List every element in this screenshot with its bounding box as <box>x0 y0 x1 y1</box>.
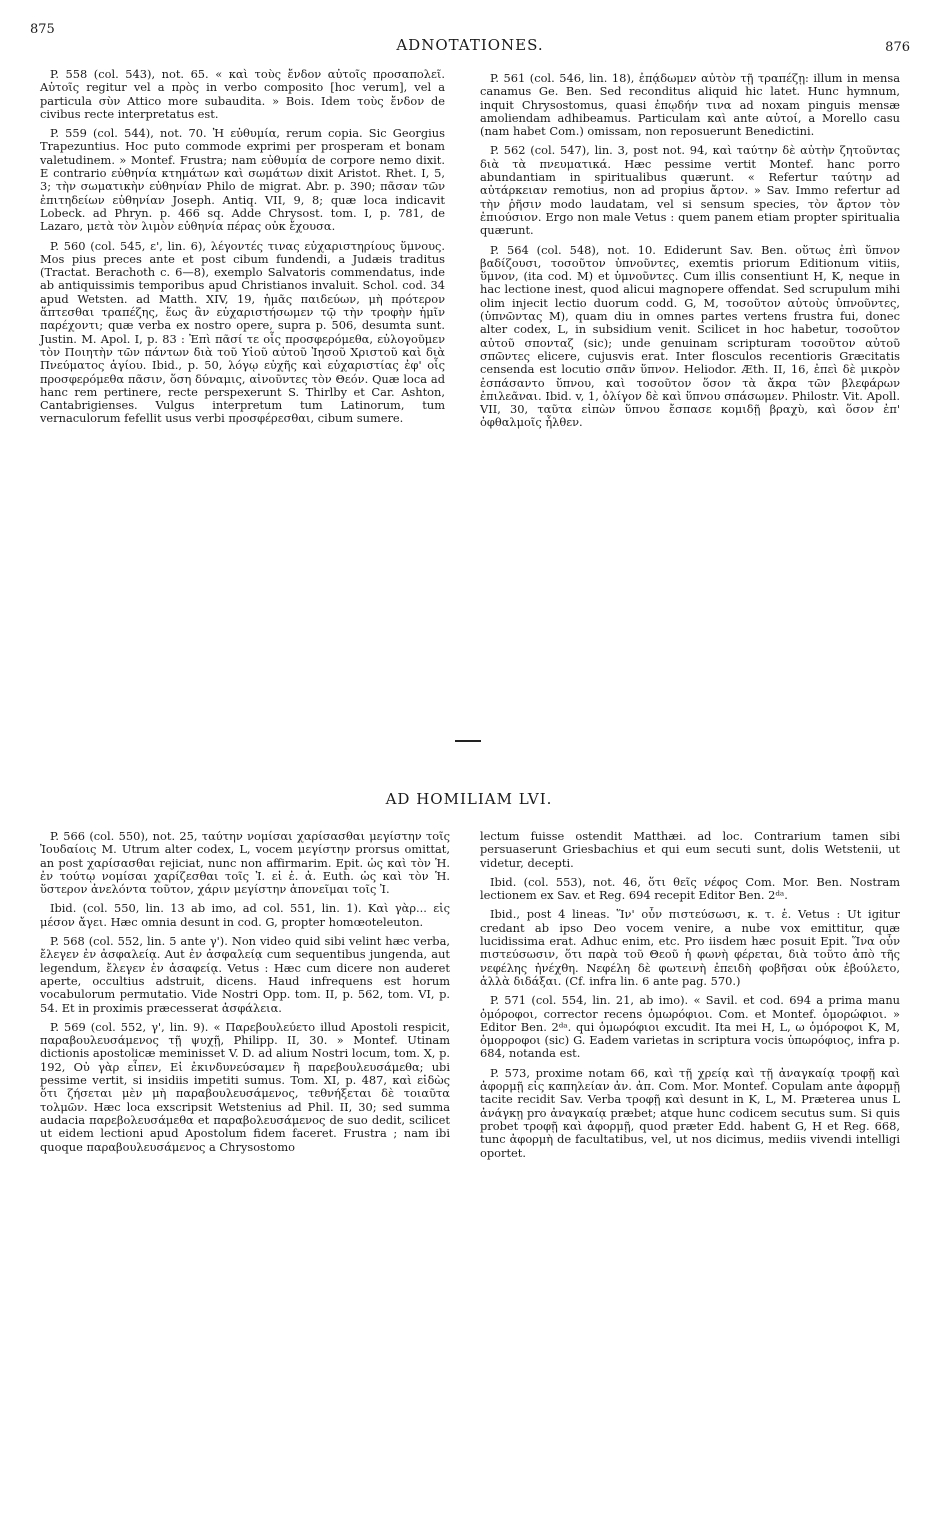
right-page-number: 876 <box>885 40 910 55</box>
annotation-paragraph: P. 573, proxime notam 66, καὶ τῇ χρείᾳ καὶ τῇ ἀναγκαίᾳ τροφῇ καὶ ἀφορμῇ εἰς καπηλείαν ἀν. ἀπ. Com. Mor. Montef. Copulam ante ἀφορμῇ tacite recidit Sav. Verba τροφῇ καὶ desunt in K, L, M. Præterea unus L ἀνάγκῃ pro ἀναγκαίᾳ præbet; atque hunc codicem secutus sum. Si quis probet τροφῇ καὶ ἀφορμῇ, quod præter Edd. habent G, H et Reg. 668, tunc ἀφορμὴ de facultatibus, vel, ut nos dicimus, mediis vivendi intelligi oportet. <box>480 1065 900 1160</box>
annotation-paragraph: Ibid. (col. 553), not. 46, ὅτι θεῖς νέφος Com. Mor. Ben. Nostram lectionem ex Sav. et Reg. 694 recepit Editor Ben. 2ᵈᵃ. <box>480 874 900 903</box>
annotation-paragraph: lectum fuisse ostendit Matthæi. ad loc. Contrarium tamen sibi persuaserunt Griesbachius et qui eum secuti sunt, dolis Wetstenii, ut videtur, decepti. <box>480 829 900 870</box>
bottom-right-column <box>480 830 900 1166</box>
annotation-paragraph: P. 558 (col. 543), not. 65. « καὶ τοὺς ἔνδον αὐτοῖς προσαπολεῖ. Αὐτοῖς regitur vel a πρὸς in verbo composito [hoc verum], vel a particula σὺν Attico more subaudita. » Bois. Idem τοὺς ἔνδον de civibus recte interpretatus est. <box>40 67 445 121</box>
annotation-paragraph: Ibid. (col. 550, lin. 13 ab imo, ad col. 551, lin. 1). Καὶ γὰρ... εἰς μέσον ἄγει. Hæc omnia desunt in cod. G, propter homœoteleuton. <box>40 901 450 929</box>
annotation-paragraph: P. 562 (col. 547), lin. 3, post not. 94, καὶ ταύτην δὲ αὐτὴν ζητοῦντας διὰ τὰ πνευματικά. Hæc pessime vertit Montef. hanc porro abundantiam in spiritualibus quærunt. « Refertur ταύτην ad αὐτάρκειαν remotius, non ad propius ἄρτον. » Sav. Immo refertur ad τὴν ῥῆσιν modo laudatam, vel si sensum species, τὸν ἄρτον τὸν ἐπιούσιον. Ergo non male Vetus : quem panem etiam propter spiritualia quærunt. <box>480 143 900 238</box>
page-header <box>30 22 910 55</box>
annotation-paragraph: P. 569 (col. 552, γ', lin. 9). « Παρεβουλεύετο illud Apostoli respicit, παραβουλευσάμενος τῇ ψυχῇ, Philipp. II, 30. » Montef. Utinam dictionis apostolicæ meminisset V. D. ad alium Nostri locum, tom. X, p. 192, Οὐ γὰρ εἶπεν, Εἰ ἐκινδυνεύσαμεν ἢ παρεβουλευσάμεθα; ubi pessime vertit, si insidiis impetiti sumus. Tom. XI, p. 487, καὶ εἰδὼς ὅτι ζήσεται μὲν μὴ παραβουλευσάμενος, τεθνήξεται δὲ τοιαῦτα τολμῶν. Hæc loca exscripsit Wetstenius ad Phil. II, 30; sed summa audacia παρεβολευσάμεθα et παραβολευσάμενος de suo dedit, scilicet ut eidem lectioni apud Apostolum fidem faceret. Frustra ; nam ibi quoque παραβουλευσάμενος a Chrysostomo <box>40 1019 450 1154</box>
annotation-paragraph: P. 559 (col. 544), not. 70. Ἡ εὐθυμία, rerum copia. Sic Georgius Trapezuntius. Hoc puto commode exprimi per prosperam et bonam valetudinem. » Montef. Frustra; nam εὐθυμία de corpore nemo dixit. E contrario εὐθηνία κτημάτων καὶ σωμάτων dixit Aristot. Rhet. I, 5, 3; τὴν σωματικὴν εὐθηνίαν Philo de migrat. Abr. p. 390; πᾶσαν τῶν ἐπιτηδείων εὐθηνίαν Joseph. Antiq. VII, 9, 8; quæ loca indicavit Lobeck. ad Phryn. p. 466 sq. Adde Chrysost. tom. I, p. 781, de Lazaro, μετὰ τὸν λιμὸν εὐθηνία πέρας οὐκ ἔχουσα. <box>40 126 445 234</box>
annotation-paragraph: P. 561 (col. 546, lin. 18), ἐπᾴδωμεν αὐτὸν τῇ τραπέζῃ: illum in mensa canamus Ge. Ben. Sed reconditus aliquid hic latet. Hunc hymnum, inquit Chrysostomus, quasi ἐπῳδήν τινα ad noxam pinguis mensæ amoliendam adhibeamus. Particulam καὶ ante αὐτοί, a Morello casu (nam habet Com.) omissam, non reposuerunt Benedictini. <box>480 71 900 139</box>
top-left-column <box>40 68 445 432</box>
section-divider <box>455 740 481 742</box>
section-title: AD HOMILIAM LVI. <box>385 790 553 808</box>
annotation-paragraph: P. 560 (col. 545, ε', lin. 6), λέγοντές τινας εὐχαριστηρίους ὕμνους. Mos pius preces ante et post cibum fundendi, a Judæis traditus (Tractat. Berachoth c. 6—8), exemplo Salvatoris commendatus, inde ab antiquissimis temporibus apud Christianos invaluit. Schol. cod. 34 apud Wetsten. ad Matth. XIV, 19, ἡμᾶς παιδεύων, μὴ πρότερον ἅπτεσθαι τραπέζης, ἕως ἂν εὐχαριστήσωμεν τῷ τὴν τροφὴν ἡμῖν παρέχοντι; quæ verba ex nostro opere, supra p. 506, desumta sunt. Justin. M. Apol. I, p. 83 : Ἐπὶ πᾶσί τε οἷς προσφερόμεθα, εὐλογοῦμεν τὸν Ποιητὴν τῶν πάντων διὰ τοῦ Υἱοῦ αὐτοῦ Ἰησοῦ Χριστοῦ καὶ διὰ Πνεύματος ἁγίου. Ibid., p. 50, λόγῳ εὐχῆς καὶ εὐχαριστίας ἐφ' οἷς προσφερόμεθα πᾶσιν, ὅση δύναμις, αἰνοῦντες τὸν Θεόν. Quæ loca ad hanc rem pertinere, recte perspexerunt S. Thirlby et Car. Ashton, Cantabrigienses. Vulgus interpretum tum Latinorum, tum vernaculorum fefellit usus verbi προσφέρεσθαι, cibum sumere. <box>40 238 445 426</box>
left-page-number: 875 <box>30 22 55 37</box>
annotation-paragraph: P. 564 (col. 548), not. 10. Ediderunt Sav. Ben. οὕτως ἐπὶ ὕπνον βαδίζουσι, τοσοῦτον ὑπνοῦντες, exemtis priorum Editionum vitiis, ὕμνον, (ita cod. M) et ὑμνοῦντες. Cum illis consentiunt H, K, neque in hac lectione inest, quod alicui magnopere offendat. Sed scrupulum mihi olim injecit lectio duorum codd. G, M, τοσοῦτον αὐτοὺς ὑπνοῦντες, (ὑπνῶντας M), quam diu in omnes partes vertens frustra fui, donec alter codex, L, in subsidium venit. Scilicet in hoc habetur, τοσοῦτον αὐτοῦ σπονταζ (sic); unde genuinam scripturam τοσοῦτον αὐτοῦ σπῶντες elicere, cujusvis erat. Inter flosculos recentioris Græcitatis censenda est locutio σπᾶν ὕπνον. Heliodor. Æth. II, 16, ἐπεὶ δὲ μικρὸν ἐσπάσαντο ὕπνου, καὶ τοσοῦτον ὅσον τὰ ἄκρα τῶν βλεφάρων ἐπιλεᾶναι. Ibid. v, 1, ὀλίγον δὲ καὶ ὕπνου σπάσωμεν. Philostr. Vit. Apoll. VII, 30, ταῦτα εἰπὼν ὕπνου ἔσπασε κομιδῇ βραχὺ, καὶ ὅσον ἐπ' ὀφθαλμοῖς ἦλθεν. <box>480 242 900 430</box>
annotation-paragraph: P. 566 (col. 550), not. 25, ταύτην νομίσαι χαρίσασθαι μεγίστην τοῖς Ἰουδαίοις M. Utrum alter codex, L, vocem μεγίστην prorsus omittat, an post χαρίσασθαι rejiciat, nunc non affirmarim. Epit. ὡς καὶ τὸν Ἡ. ἐν τούτῳ νομίσαι χαρίζεσθαι τοῖς Ἰ. εἰ ἐ. ἀ. Euth. ὡς καὶ τὸν Ἡ. ὕστερον ἀνελόντα τοῦτον, χάριν μεγίστην ἀπονεῖμαι τοῖς Ἰ. <box>40 829 450 897</box>
bottom-left-column <box>40 830 450 1160</box>
annotation-paragraph: Ibid., post 4 lineas. Ἵν' οὖν πιστεύσωσι, κ. τ. ἑ. Vetus : Ut igitur credant ab ipso Deo vocem venire, a nube vox emittitur, quæ lucidissima erat. Adhuc enim, etc. Pro iisdem hæc posuit Epit. Ἵνα οὖν πιστεύσωσιν, ὅτι παρὰ τοῦ Θεοῦ ἡ φωνὴ φέρεται, διὰ τοῦτο ἀπὸ τῆς νεφέλης ἠνέχθη. Νεφέλη δὲ φωτεινὴ ἐπειδὴ φοβῆσαι οὐκ ἐβούλετο, ἀλλὰ διδάξαι. (Cf. infra lin. 6 ante pag. 570.) <box>480 907 900 988</box>
annotation-paragraph: P. 571 (col. 554, lin. 21, ab imo). « Savil. et cod. 694 a prima manu ὀμόροφοι, corrector recens ὁμωρόφιοι. Com. et Montef. ὁμορώφιοι. » Editor Ben. 2ᵈᵃ. qui ὁμωρόφιοι excudit. Ita mei H, L, ω ὁμόροφοι K, M, ὁμορροφοι (sic) G. Eadem varietas in scriptura vocis ὑπωρόφιος, infra p. 684, notanda est. <box>480 993 900 1061</box>
annotation-paragraph: P. 568 (col. 552, lin. 5 ante γ'). Non video quid sibi velint hæc verba, ἔλεγεν ἐν ἀσφαλείᾳ. Aut ἐν ἀσφαλείᾳ cum sequentibus jungenda, aut legendum, ἔλεγεν ἐν ἀσαφείᾳ. Vetus : Hæc cum dicere non auderet aperte, occultius adstruit, dicens. Haud infrequens est horum vocabulorum permutatio. Vide Nostri Opp. tom. II, p. 562, tom. VI, p. 54. Et in proximis præcesserat ἀσφάλεια. <box>40 934 450 1015</box>
running-title: ADNOTATIONES. <box>396 36 544 54</box>
top-right-column <box>480 72 900 436</box>
